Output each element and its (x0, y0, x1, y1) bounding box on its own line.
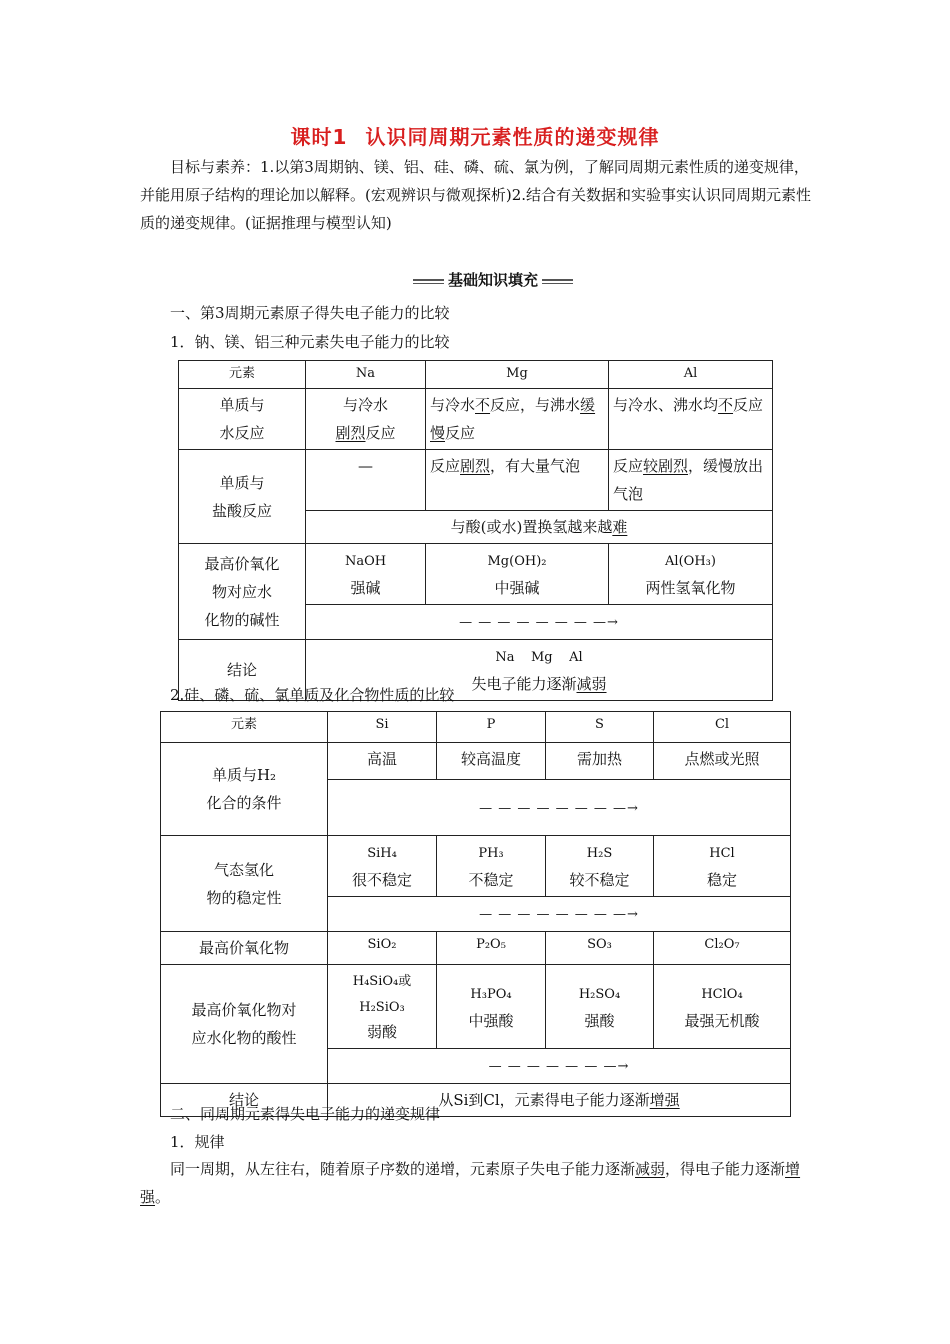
cell-conclusion-2: 从Si到Cl，元素得电子能力逐渐增强 (328, 1084, 791, 1117)
th-si: Si (328, 712, 437, 743)
section-banner (413, 268, 573, 292)
subheading-2: 2.硅、磷、硫、氯单质及化合物性质的比较 (170, 686, 455, 704)
cell-na-base: NaOH 强碱 (306, 544, 426, 605)
row-base-label: 最高价氧化 物对应水 化物的碱性 (179, 544, 306, 640)
cell-p-hydride: PH₃ 不稳定 (437, 836, 546, 897)
cell-s-h2: 需加热 (546, 743, 654, 780)
table-na-mg-al (178, 360, 773, 701)
cell-mg-water: 与冷水不反应，与沸水缓慢反应 (426, 389, 609, 450)
th-s: S (546, 712, 654, 743)
cell-al-water: 与冷水、沸水均不反应 (609, 389, 773, 450)
cell-conclusion-1: Na Mg Al 失电子能力逐渐减弱 (306, 640, 773, 701)
th-na: Na (306, 361, 426, 389)
trend-arrow: — — — — — — — —→ (479, 907, 639, 922)
subheading-1: 1．钠、镁、铝三种元素失电子能力的比较 (170, 333, 450, 351)
banner-text: 基础知识填充 (444, 271, 542, 289)
row-conclusion-label: 结论 (179, 640, 306, 701)
cell-p-h2: 较高温度 (437, 743, 546, 780)
section-heading-1: 一、第3周期元素原子得失电子能力的比较 (170, 304, 450, 322)
th-cl: Cl (654, 712, 791, 743)
cell-acid-arrow (328, 1049, 791, 1084)
cell-p-oxide: P₂O₅ (437, 932, 546, 965)
cell-h2-arrow (328, 780, 791, 836)
cell-s-hydride: H₂S 较不稳定 (546, 836, 654, 897)
cell-na-acid: — (306, 450, 426, 511)
cell-na-water: 与冷水 剧烈反应 (306, 389, 426, 450)
cell-si-hydride: SiH₄ 很不稳定 (328, 836, 437, 897)
row-oxide-label: 最高价氧化物 (161, 932, 328, 965)
cell-p-acid: H₃PO₄ 中强酸 (437, 965, 546, 1049)
trend-arrow: — — — — — — — —→ (459, 615, 619, 630)
row-acid-strength-label: 最高价氧化物对 应水化物的酸性 (161, 965, 328, 1084)
cell-base-arrow (306, 605, 773, 640)
trend-arrow: — — — — — — —→ (488, 1059, 630, 1074)
page-title (0, 121, 950, 150)
cell-si-oxide: SiO₂ (328, 932, 437, 965)
trend-arrow: — — — — — — — —→ (479, 800, 639, 816)
lesson-number: 课时1 (290, 125, 348, 149)
cell-cl-oxide: Cl₂O₇ (654, 932, 791, 965)
learning-goals: 目标与素养：1.以第3周期钠、镁、铝、硅、磷、硫、氯为例，了解同周期元素性质的递变规律，并能用原子结构的理论加以解释。(宏观辨识与微观探析)2.结合有关数据和实验事实认识同周期元素性质的递变规律。(证据推理与模型认知) (140, 158, 812, 232)
cell-al-base: Al(OH₃) 两性氢氧化物 (609, 544, 773, 605)
th-element: 元素 (179, 361, 306, 389)
section-heading-2: 二、同周期元素得失电子能力的递变规律 (170, 1105, 441, 1123)
cell-cl-h2: 点燃或光照 (654, 743, 791, 780)
row-conclusion-label-2: 结论 (161, 1084, 328, 1117)
row-acid-label: 单质与 盐酸反应 (179, 450, 306, 544)
cell-s-acid: H₂SO₄ 强酸 (546, 965, 654, 1049)
row-h2-label: 单质与H₂ 化合的条件 (161, 743, 328, 836)
cell-s-oxide: SO₃ (546, 932, 654, 965)
cell-cl-hydride: HCl 稳定 (654, 836, 791, 897)
th-mg: Mg (426, 361, 609, 389)
cell-acid-summary: 与酸(或水)置换氢越来越难 (306, 511, 773, 544)
lesson-title: 认识同周期元素性质的递变规律 (365, 125, 660, 149)
cell-al-acid: 反应较剧烈，缓慢放出气泡 (609, 450, 773, 511)
cell-mg-acid: 反应剧烈，有大量气泡 (426, 450, 609, 511)
subheading-3: 1．规律 (170, 1133, 225, 1151)
th-element-2: 元素 (161, 712, 328, 743)
table-si-p-s-cl (160, 711, 791, 1117)
th-al: Al (609, 361, 773, 389)
cell-cl-acid: HClO₄ 最强无机酸 (654, 965, 791, 1049)
row-water-label: 单质与 水反应 (179, 389, 306, 450)
rule-paragraph: 同一周期，从左往右，随着原子序数的递增，元素原子失电子能力逐渐减弱，得电子能力逐渐增强。 (140, 1160, 801, 1206)
cell-mg-base: Mg(OH)₂ 中强碱 (426, 544, 609, 605)
row-hydride-label: 气态氢化 物的稳定性 (161, 836, 328, 932)
cell-si-acid: H₄SiO₄或 H₂SiO₃ 弱酸 (328, 965, 437, 1049)
th-p: P (437, 712, 546, 743)
cell-hydride-arrow (328, 897, 791, 932)
cell-si-h2: 高温 (328, 743, 437, 780)
